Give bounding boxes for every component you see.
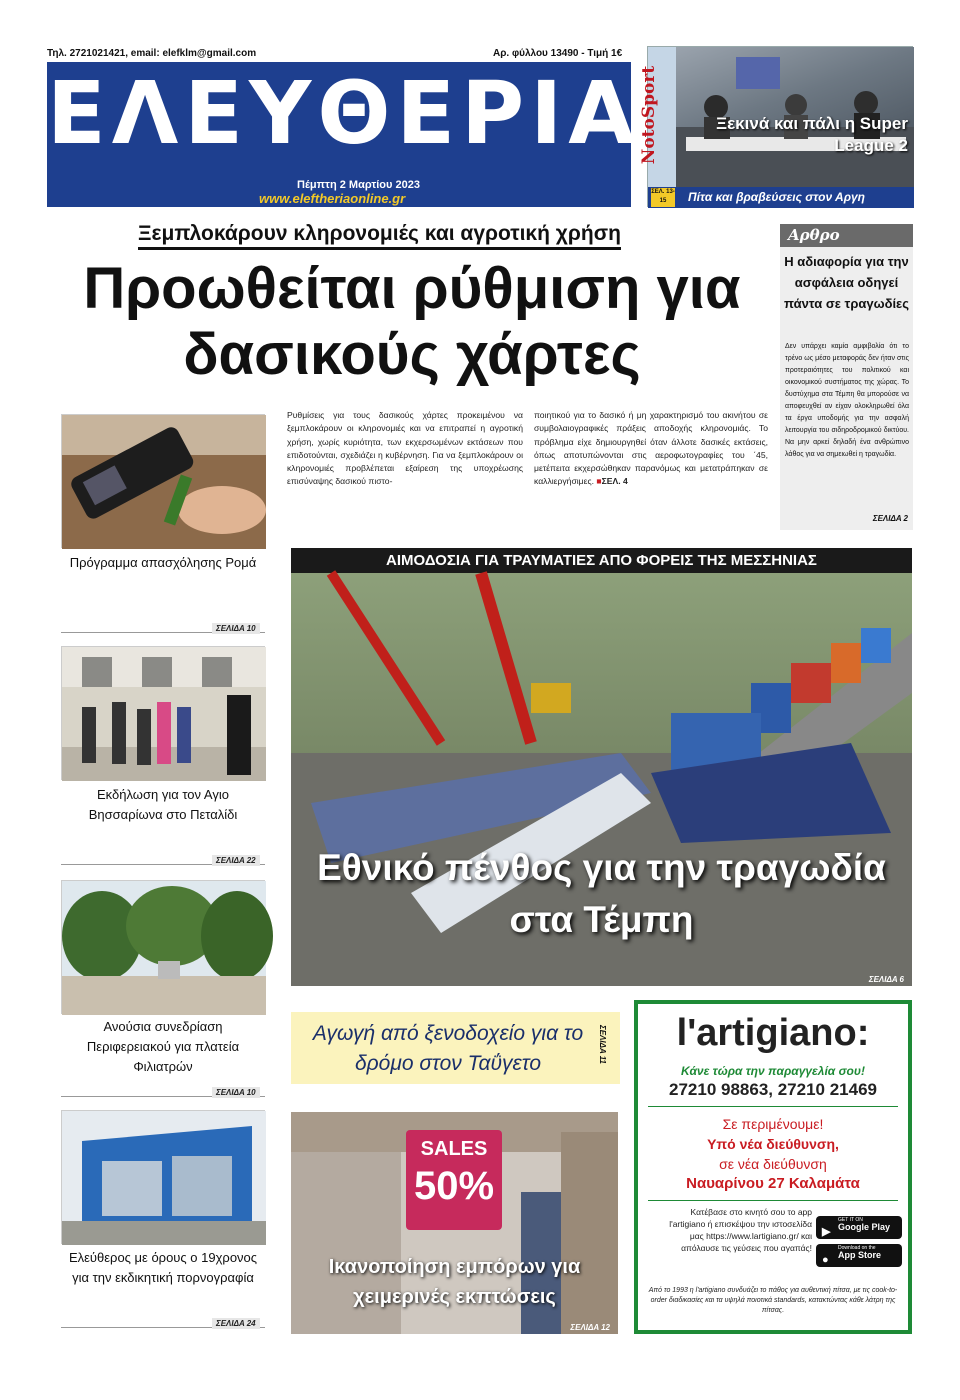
editorial-body: Δεν υπάρχει καμία αμφιβολία ότι το τρένο ως μέσο μεταφοράς δεν ήταν στις προτεραιότητες του πολιτικού και οικονομικού συστήματος της χώρας. Το δυστύχημα στα Τέμπη θα μπορούσε να αποφευχθεί αν είχαν ολοκληρωθεί όλα τα έργα υποδομής για την ασφαλή λειτουργία του σιδηροδρομικού δικτύου. Να μην αρκεί δηλαδή ένα ανθρώπινο λάθος για να σημειωθεί η τραγωδία. [785,343,909,458]
lead-page[interactable]: ΣΕΛ. 4 [601,476,628,487]
side-photo-2[interactable] [61,646,265,780]
sport-brand: NotoSport [639,65,660,165]
lead-column-2-text: ποιητικού για το δασικό ή μη χαρακτηρισμό του ακινήτου σε συμβολαιογραφικές πράξεις αποδοχής κληρονομιάς. Το πρόβλημα είχε δημιουργηθεί όταν άλλοτε δασικές εκτάσεις, όπως αποτυπώνονται στις αεροφωτογραφίες του ΄45, μετέπειτα εκχερσώθηκαν παρανόμως και μετατράπηκαν σε καλλιεργήσιμες. [534,410,768,487]
google-play-pre: GET IT ON [838,1217,863,1223]
ad-phones[interactable]: 27210 98863, 27210 21469 [669,1080,877,1099]
ad-logo: l'artigiano: [676,1012,870,1054]
play-icon: ▶ [822,1226,831,1238]
hotel-page: ΣΕΛΙΔΑ 11 [598,1025,607,1064]
square-image [62,881,266,1015]
sport-headline: Ξεκινά και πάλι η Super League 2 [716,114,908,155]
sales-sign-percent: 50% [413,1164,495,1208]
contact-line: Τηλ. 2721021421, email: elefklm@gmail.com [47,48,257,59]
artigiano-ad[interactable] [634,1000,912,1334]
side-photo-3[interactable] [61,880,265,1014]
sales-headline: Ικανοποίηση εμπόρων για χειμερινές εκπτώσεις [328,1256,581,1308]
ad-address: Ναυαρίνου 27 Καλαμάτα [686,1175,860,1192]
editorial-page: ΣΕΛΙΔΑ 2 [872,514,908,523]
lead-kicker: Ξεμπλοκάρουν κληρονομιές και αγροτική χρήση [138,222,621,250]
app-store-label: App Store [838,1250,882,1260]
main-headline: Εθνικό πένθος για την τραγωδία στα Τέμπη [317,847,886,940]
sport-subline: Πίτα και βραβεύσεις στον Αργη [688,190,865,204]
app-store-button[interactable] [816,1244,902,1267]
google-play-button[interactable] [816,1216,902,1239]
sport-brand-strip [639,47,676,187]
payment-terminal-image [62,415,266,549]
side-photo-1[interactable] [61,414,265,548]
side-caption-2[interactable]: Εκδήλωση για τον Αγιο Βησσαρίωνα στο Πεταλίδι [88,787,238,822]
masthead [47,62,641,207]
lead-headline[interactable]: Προωθείται ρύθμιση για δασικούς χάρτες [83,256,741,387]
ad-line-2: Υπό νέα διεύθυνση, [707,1136,839,1152]
masthead-title: ΕΛΕΥΘΕΡΙΑ [47,64,641,164]
ad-app-text: Κατέβασε στο κινητό σου το app l'artigiano ή επισκέψου την ιστοσελίδα μας https://www.lartigiano.gr/ και απόλαυσε τις γεύσεις που αγαπάς! [669,1207,812,1253]
page-marker-icon: ■ [596,476,602,487]
side-caption-4[interactable]: Ελεύθερος με όρους ο 19χρονος για την εκδικητική πορνογραφία [68,1250,258,1285]
google-play-label: Google Play [838,1222,891,1232]
main-band: ΑΙΜΟΔΟΣΙΑ ΓΙΑ ΤΡΑΥΜΑΤΙΕΣ ΑΠΟ ΦΟΡΕΙΣ ΤΗΣ ΜΕΣΣΗΝΙΑΣ [291,548,912,573]
courthouse-image [62,1111,266,1245]
side-caption-1[interactable]: Πρόγραμμα απασχόλησης Ρομά [69,555,257,570]
editorial-box[interactable] [780,224,913,530]
side-caption-3[interactable]: Ανούσια συνεδρίαση Περιφερειακού για πλατεία Φιλιατρών [86,1019,240,1074]
side-page-2: ΣΕΛΙΔΑ 22 [212,855,260,866]
ad-divider-2 [648,1200,898,1201]
hotel-story[interactable] [291,1012,605,1084]
sport-footer-bar [648,187,914,208]
issue-number: Αρ. φύλλου 13490 - Τιμή 1€ [493,48,623,59]
sales-sign-top: SALES [420,1138,488,1160]
school-event-image [62,647,266,781]
sales-sign [406,1130,502,1230]
app-store-pre: Download on the [838,1245,876,1251]
side-page-3: ΣΕΛΙΔΑ 10 [212,1087,260,1098]
lead-column-2 [534,409,768,489]
hotel-headline: Αγωγή από ξενοδοχείο για το δρόμο στον Ταΰγετο [312,1022,584,1075]
lead-column-1: Ρυθμίσεις για τους δασικούς χάρτες προκειμένου να ξεμπλοκάρουν οι κληρονομιές και να επιτραπεί η αγροτική χρήση, χωρίς κυριότητα, των εκχερσωμένων εκτάσεων που επιδοτούνται, σχεδιάζει η κυβέρνηση. Για να ξεμπλοκάρουν οι κληρονομιές προβλέπεται εξαίρεση της υποχρέωσης επισύναψης δασικού πιστο- [287,410,523,487]
main-page: ΣΕΛΙΔΑ 6 [868,975,904,984]
hotel-page-tag [598,1012,620,1084]
ad-line-3: σε νέα διεύθυνση [719,1156,827,1172]
ad-line-1: Σε περιμένουμε! [722,1116,824,1132]
main-photo[interactable] [291,573,912,986]
site-url[interactable]: www.eleftheriaonline.gr [259,191,406,206]
side-photo-4[interactable] [61,1110,265,1244]
ad-order-line: Κάνε τώρα την παραγγελία σου! [681,1064,865,1078]
apple-icon: ● [822,1254,829,1266]
sport-teaser[interactable] [639,46,913,207]
ad-divider-1 [648,1106,898,1107]
editorial-title: Η αδιαφορία για την ασφάλεια οδηγεί πάντα σε τραγωδίες [783,254,909,311]
side-page-4: ΣΕΛΙΔΑ 24 [212,1318,260,1329]
ad-footer: Από το 1993 η l'artigiano συνδυάζει το πάθος για αυθεντική πίτσα, με τις cook-to-order διαδικασίες και τα υψηλά ποιοτικά standards, κατακτώντας κάθε λάτρη της πίτσας. [648,1287,898,1314]
editorial-tag: Αρθρο [780,224,913,247]
side-page-1: ΣΕΛΙΔΑ 10 [212,623,260,634]
sales-photo[interactable] [291,1112,618,1334]
issue-date: Πέμπτη 2 Μαρτίου 2023 [297,179,420,191]
sales-page: ΣΕΛΙΔΑ 12 [570,1323,610,1332]
sport-page-tag: ΣΕΛ. 13-15 [651,188,675,207]
